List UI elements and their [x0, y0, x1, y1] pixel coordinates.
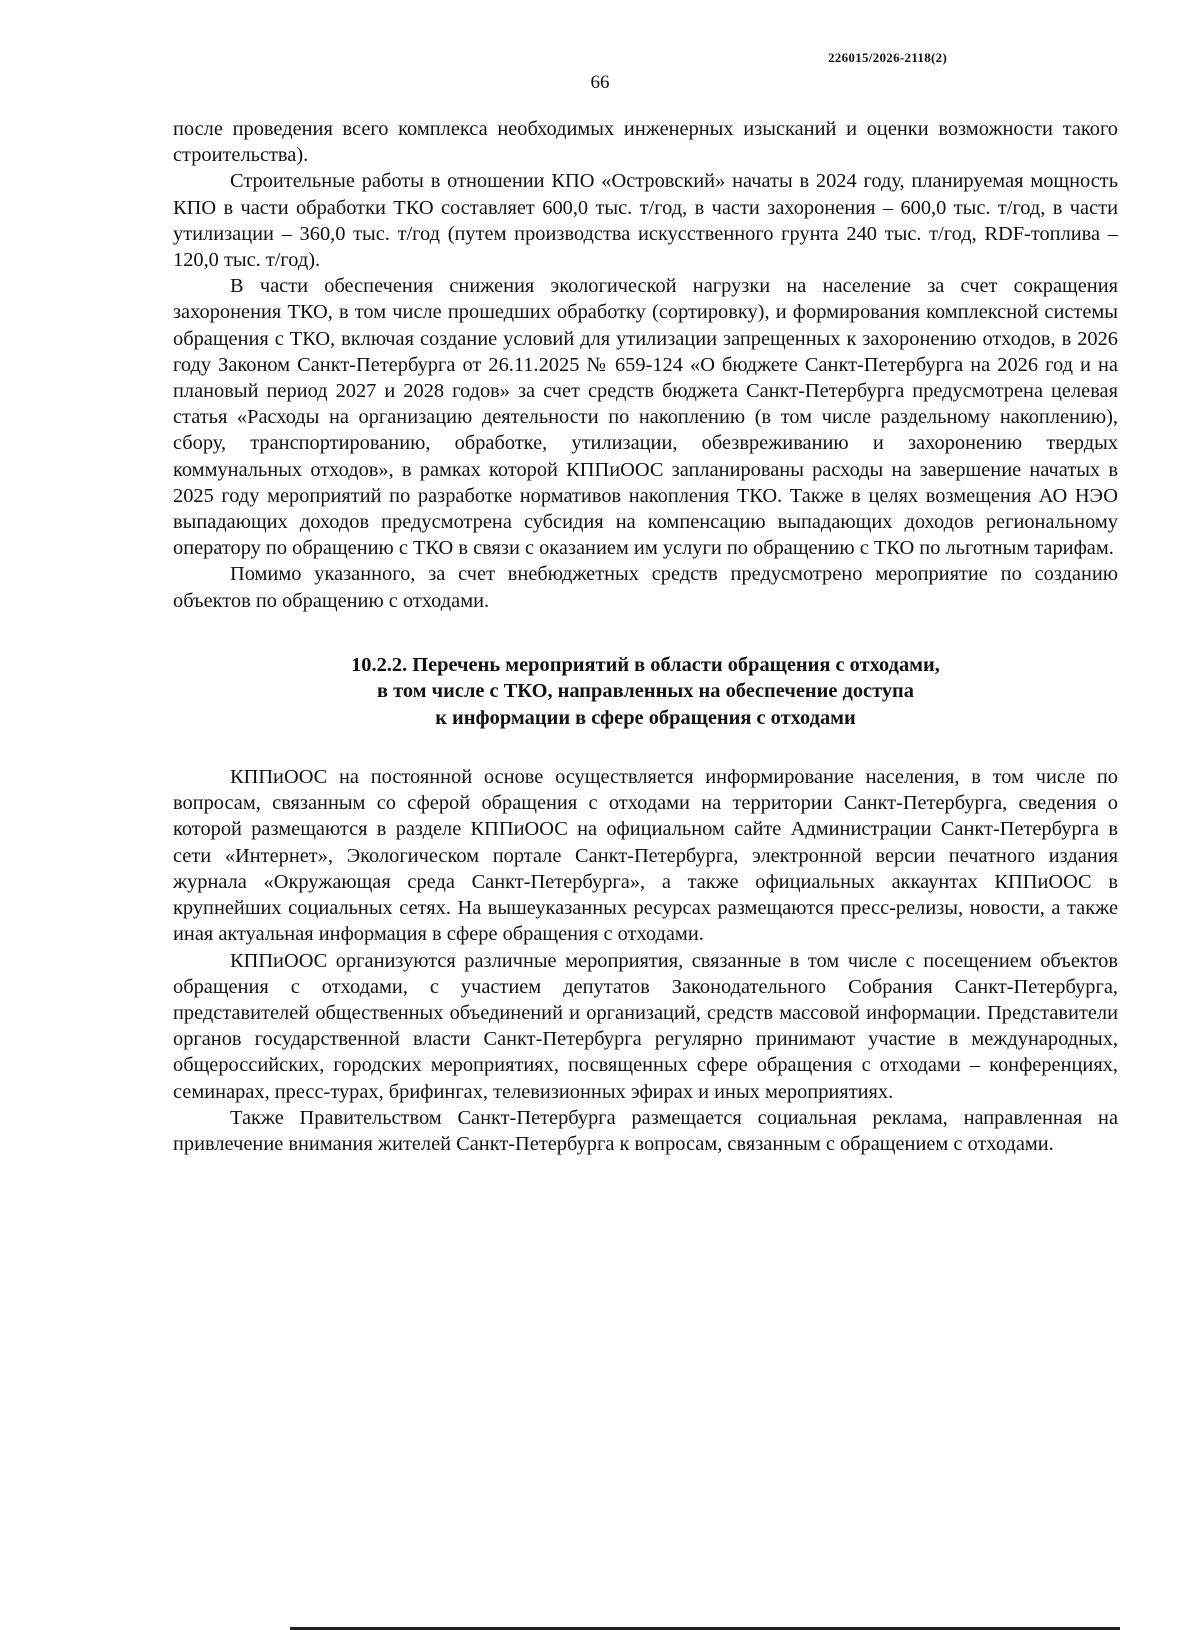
paragraph-construction-works: Строительные работы в отношении КПО «Островский» начаты в 2024 году, планируемая мощность КПО в части обработки ТКО составляет 600,0 тыс. т/год, в части захоронения – 600,0 тыс. т/год, в части утилизации – 360,0 тыс. т/год (путем производства искусственного грунта 240 тыс. т/год, RDF-топлива – 120,0 тыс. т/год).: [173, 170, 1118, 272]
section-heading-line: к информации в сфере обращения с отходами: [435, 706, 856, 729]
document-body: [173, 116, 1118, 1157]
paragraph-public-information: КППиООС на постоянной основе осуществляется информирование населения, в том числе по вопросам, связанным со сферой обращения с отходами на территории Санкт-Петербурга, сведения о которой размещаются в разделе КППиООС на официальном сайте Администрации Санкт-Петербурга в сети «Интернет», Экологическом портале Санкт-Петербурга, электронной версии печатного издания журнала «Окружающая среда Санкт-Петербурга», а также официальных аккаунтах КППиООС в крупнейших социальных сетях. На вышеуказанных ресурсах размещаются пресс-релизы, новости, а также иная актуальная информация в сфере обращения с отходами.: [173, 766, 1118, 946]
section-heading-line: в том числе с ТКО, направленных на обеспечение доступа: [377, 680, 914, 703]
document-registration-number: 226015/2026-2118(2): [828, 50, 948, 65]
paragraph-continuation: после проведения всего комплекса необходимых инженерных изысканий и оценки возможности такого строительства).: [173, 118, 1118, 167]
paragraph-social-advertising: Также Правительством Санкт-Петербурга размещается социальная реклама, направленная на привлечение внимания жителей Санкт-Петербурга к вопросам, связанным с обращением с отходами.: [173, 1106, 1118, 1155]
paragraph-off-budget-measures: Помимо указанного, за счет внебюджетных средств предусмотрено мероприятие по созданию объектов по обращению с отходами.: [173, 563, 1118, 612]
section-heading-line: 10.2.2. Перечень мероприятий в области обращения с отходами,: [351, 653, 940, 676]
paragraph-events: КППиООС организуются различные мероприятия, связанные в том числе с посещением объектов обращения с отходами, с участием депутатов Законодательного Собрания Санкт-Петербурга, представителей общественных объединений и организаций, средств массовой информации. Представители органов государственной власти Санкт-Петербурга регулярно принимают участие в международных, общероссийских, городских мероприятиях, посвященных сфере обращения с отходами – конференциях, семинарах, пресс-турах, брифингах, телевизионных эфирах и иных мероприятиях.: [173, 949, 1118, 1103]
paragraph-budget-measures: В части обеспечения снижения экологической нагрузки на население за счет сокращения захоронения ТКО, в том числе прошедших обработку (сортировку), и формирования комплексной системы обращения с ТКО, включая создание условий для утилизации запрещенных к захоронению отходов, в 2026 году Законом Санкт-Петербурга от 26.11.2025 № 659-124 «О бюджете Санкт-Петербурга на 2026 год и на плановый период 2027 и 2028 годов» за счет средств бюджета Санкт-Петербурга предусмотрена целевая статья «Расходы на организацию деятельности по накоплению (в том числе раздельному накоплению), сбору, транспортированию, обработке, утилизации, обезвреживанию и захоронению твердых коммунальных отходов», в рамках которой КППиООС запланированы расходы на завершение начатых в 2025 году мероприятий по разработке нормативов накопления ТКО. Также в целях возмещения АО НЭО выпадающих доходов предусмотрена субсидия на компенсацию выпадающих доходов региональному оператору по обращению с ТКО в связи с оказанием им услуги по обращению с ТКО по льготным тарифам.: [173, 275, 1118, 560]
section-heading: [173, 652, 1118, 731]
page-number: 66: [590, 72, 610, 93]
